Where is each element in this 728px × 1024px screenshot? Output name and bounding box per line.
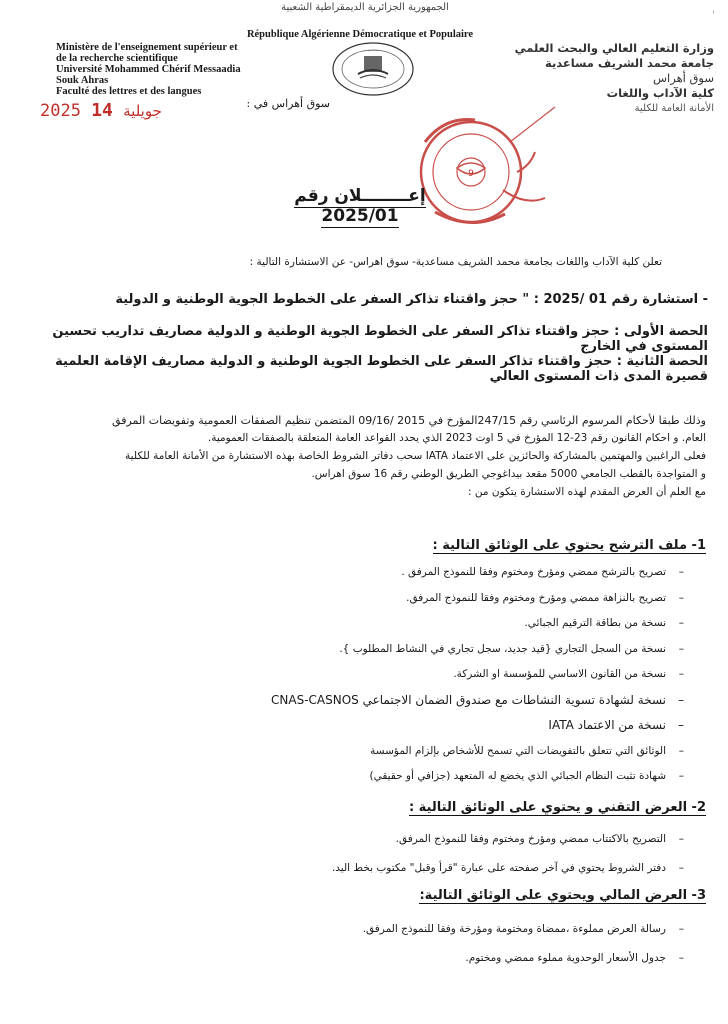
date-year: 2025 <box>40 101 81 121</box>
fr-city: Souk Ahras <box>56 75 109 86</box>
university-logo <box>330 40 416 98</box>
legal-line-3: فعلى الراغبين والمهتمين بالمشاركة والحائزين على الاعتماد IATA سحب دفاتر الشروط الخاصة بهذه الاستشارة من الأمانة العامة للكلية <box>125 450 706 462</box>
list-item: – تصريح بالترشح ممضي ومؤرخ ومختوم وفقا للنموذج المرفق . <box>64 563 684 589</box>
list-item: – دفتر الشروط يحتوي في آخر صفحته على عبارة "قرأ وقبل" مكتوب بخط اليد. <box>64 859 684 888</box>
svg-text:.......: ....... <box>367 47 379 53</box>
section-3-list <box>64 920 684 978</box>
city-date-line: سوق أهراس في : <box>246 97 330 110</box>
ar-ministry: وزارة التعليم العالي والبحث العلمي <box>514 41 714 55</box>
header-fr-republic: République Algérienne Démocratique et Populaire <box>246 29 474 40</box>
section-2-title: 2- العرض التقني و يحتوي على الوثائق التالية : <box>408 800 706 815</box>
header-fr-institution <box>56 42 326 97</box>
lot-2: الحصة الثانية : حجز واقتناء تذاكر السفر على الخطوط الجوية الوطنية و الدولية مصاريف الإقامة العلمية قصيرة المدى ذات المستوى العالي <box>55 354 708 384</box>
ar-secretariat: الأمانة العامة للكلية <box>634 103 714 114</box>
section-1-title: 1- ملف الترشح يحتوي على الوثائق التالية : <box>432 538 706 553</box>
section-3-title: 3- العرض المالي ويحتوي على الوثائق التالية: <box>419 888 706 903</box>
list-item: – تصريح بالنزاهة ممضي ومؤرخ ومختوم وفقا للنموذج المرفق. <box>64 589 684 615</box>
svg-text:9: 9 <box>468 169 474 179</box>
corner-mark: ' <box>712 10 715 21</box>
list-item: – الوثائق التي تتعلق بالتفويضات التي تسمح للأشخاص بإلزام المؤسسة <box>64 742 684 768</box>
date-stamp <box>40 100 162 121</box>
header-ar-republic: الجمهورية الجزائرية الديمقراطية الشعبية <box>281 2 449 13</box>
list-item: – نسخة من بطاقة الترقيم الجبائي. <box>64 614 684 640</box>
legal-line-4: و المتواجدة بالقطب الجامعي 5000 مقعد بيداغوجي الطريق الوطني رقم 16 سوق اهراس. <box>311 468 706 480</box>
lot-1: الحصة الأولى : حجز واقتناء تذاكر السفر على الخطوط الجوية الوطنية و الدولية مصاريف تداريب تحسين المستوى في الخارج <box>52 324 708 354</box>
list-item: – رسالة العرض مملوءة ،ممضاة ومختومة ومؤرخة وفقا للنموذج المرفق. <box>64 920 684 949</box>
announcement-intro: تعلن كلية الآداب واللغات بجامعة محمد الشريف مساعدية- سوق اهراس- عن الاستشارة التالية : <box>249 256 662 268</box>
ar-university: جامعة محمد الشريف مساعدية <box>544 56 714 70</box>
section-1-list <box>64 563 684 793</box>
legal-line-5: مع العلم أن العرض المقدم لهذه الاستشارة يتكون من : <box>468 486 706 498</box>
consultation-line: - استشارة رقم 01 /2025 : " حجز واقتناء تذاكر السفر على الخطوط الجوية الوطنية و الدولية <box>115 292 708 307</box>
list-item: – نسخة من الاعتماد IATA <box>64 716 684 742</box>
fr-faculty: Faculté des lettres et des langues <box>56 86 202 97</box>
announcement-title: إعــــــــلان رقم 2025/01 <box>294 186 426 226</box>
legal-line-2: العام. و احكام القانون رقم 23-12 المؤرخ في 5 اوت 2023 الذي يحدد القواعد العامة المتعلقة بالصفقات العمومية. <box>207 432 706 444</box>
list-item: – نسخة من السجل التجاري {قيد جديد، سجل تجاري في النشاط المطلوب }. <box>64 640 684 666</box>
date-day: 14 <box>91 100 113 121</box>
list-item: – جدول الأسعار الوحدوية مملوء ممضي ومختوم. <box>64 949 684 978</box>
list-item: – نسخة لشهادة تسوية النشاطات مع صندوق الضمان الاجتماعي CNAS-CASNOS <box>64 691 684 717</box>
fr-ministry-line1: Ministère de l'enseignement supérieur et <box>56 42 238 53</box>
list-item: – التصريح بالاكتتاب ممضي ومؤرخ ومختوم وفقا للنموذج المرفق. <box>64 830 684 859</box>
fr-university: Université Mohammed Chérif Messaadia <box>56 64 241 75</box>
ar-faculty: كلية الآداب واللغات <box>606 86 714 100</box>
date-month: جويلية <box>123 102 162 120</box>
list-item: – نسخة من القانون الاساسي للمؤسسة او الشركة. <box>64 665 684 691</box>
fr-ministry-line2: de la recherche scientifique <box>56 53 178 64</box>
legal-line-1: وذلك طبقا لأحكام المرسوم الرئاسي رقم 247/15المؤرخ في 2015 /09/16 المتضمن تنظيم الصفقات العمومية وتفويضات المرفق <box>112 414 706 427</box>
section-2-list <box>64 830 684 888</box>
legal-paragraph <box>46 412 706 502</box>
ar-city: سوق أهراس <box>653 71 714 85</box>
list-item: – شهادة تثبت النظام الجبائي الذي يخضع له المتعهد (جزافي أو حقيقي) <box>64 767 684 793</box>
